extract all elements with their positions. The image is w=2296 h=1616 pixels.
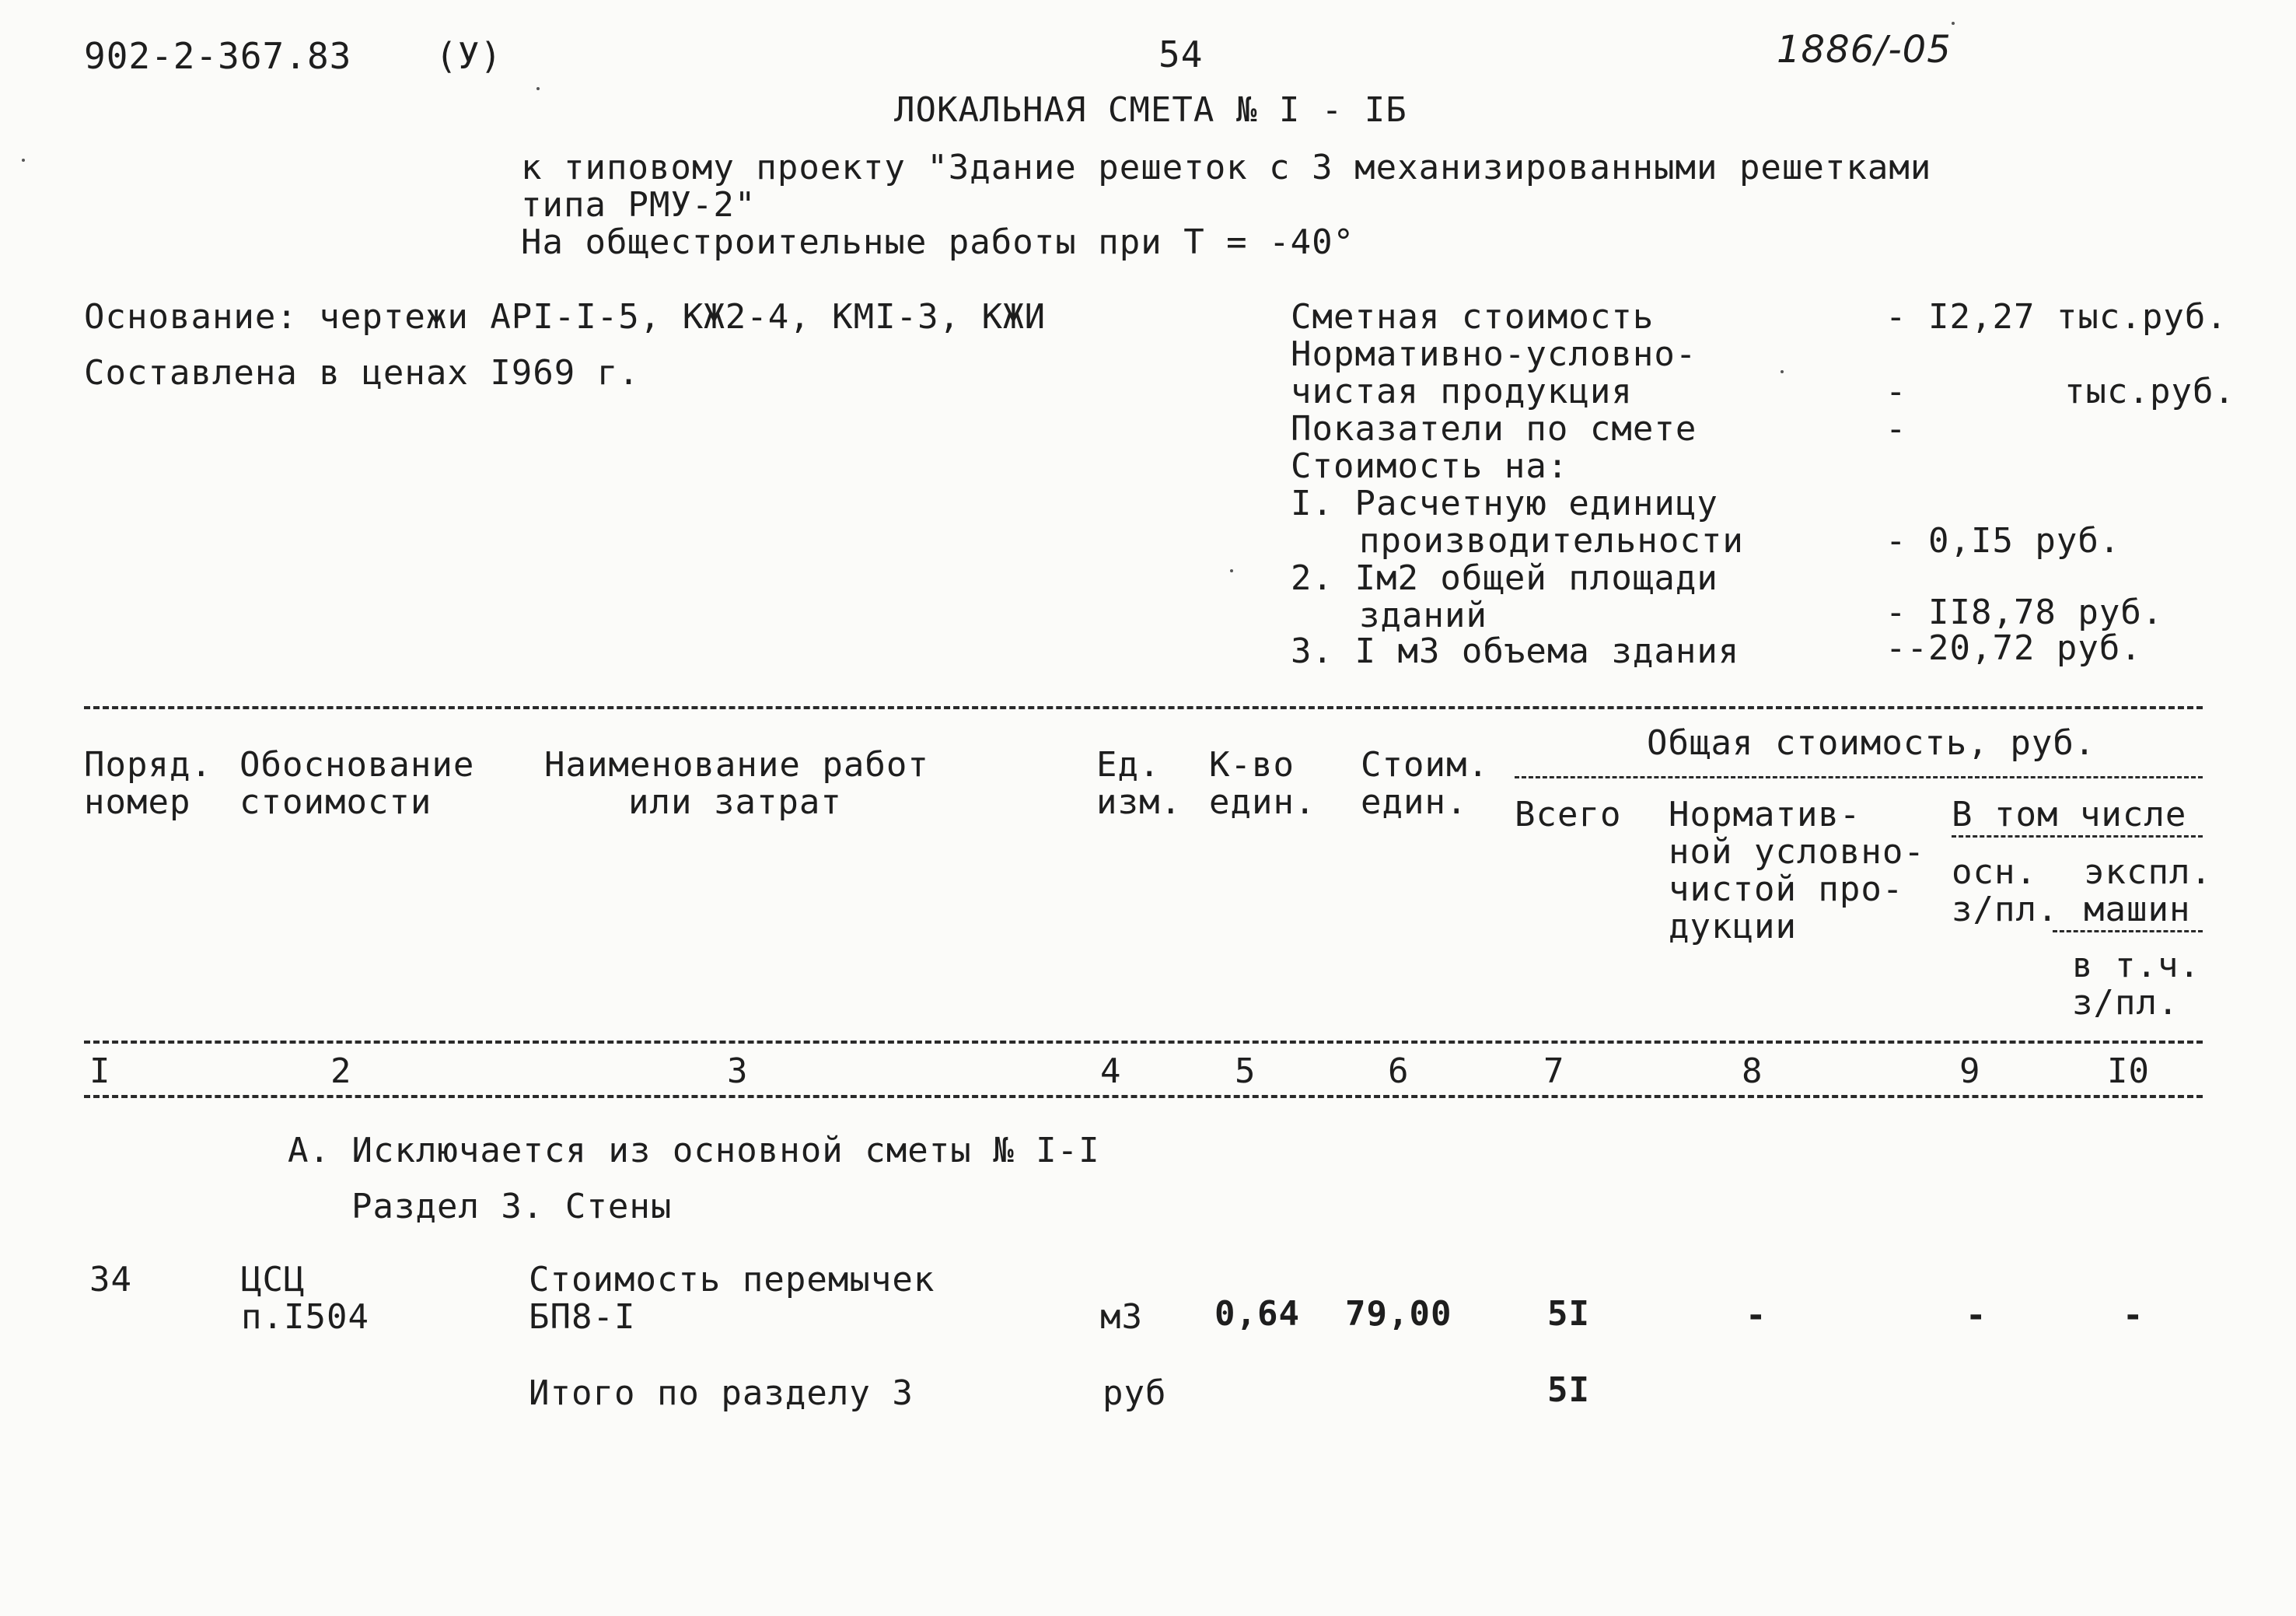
col3-header-line2: или затрат — [628, 782, 842, 822]
machines-underline — [2053, 930, 2203, 932]
col1-header-line1: Поряд. — [84, 745, 212, 785]
section-title: Раздел 3. Стены — [351, 1187, 673, 1226]
col9-header-line1: осн. — [1952, 852, 2037, 892]
section-total-value: 5I — [1547, 1370, 1590, 1410]
estimated-cost-label: Сметная стоимость — [1291, 297, 1655, 337]
indicators-label: Показатели по смете — [1291, 409, 1697, 449]
including-group-rule — [1952, 835, 2203, 838]
normative-dash: - — [1885, 372, 1907, 411]
row-quantity: 0,64 — [1214, 1294, 1300, 1334]
col2-header-line2: стоимости — [239, 782, 432, 822]
title-line-3: типа РМУ-2" — [521, 185, 757, 225]
col10-header-line2: машин — [2084, 890, 2191, 929]
project-mark: (У) — [435, 35, 503, 77]
indicator-1-value: - 0,I5 руб. — [1885, 521, 2121, 561]
column-number-2: 2 — [330, 1051, 352, 1091]
row-wages: - — [1966, 1296, 1987, 1335]
indicator-3-line1: 3. I м3 объема здания — [1291, 631, 1740, 671]
total-group-rule — [1515, 776, 2203, 778]
row-basis-line1: ЦСЦ — [241, 1260, 306, 1299]
indicator-1-line2: производительности — [1359, 521, 1744, 561]
scan-speck — [1781, 370, 1784, 373]
normative-unit: тыс.руб. — [2064, 372, 2235, 411]
column-number-1: I — [89, 1051, 111, 1091]
estimated-cost-value: - I2,27 тыс.руб. — [1885, 297, 2228, 337]
row-basis-line2: п.I504 — [241, 1297, 369, 1337]
table-top-rule — [84, 706, 2203, 709]
basis-prices: Составлена в ценах I969 г. — [84, 353, 640, 393]
row-unit: м3 — [1100, 1297, 1143, 1337]
col10-header-line1: экспл. — [2084, 852, 2212, 892]
cost-for-label: Стоимость на: — [1291, 446, 1569, 486]
indicator-2-line2: зданий — [1359, 596, 1487, 635]
column-number-5: 5 — [1235, 1051, 1256, 1091]
col5-header-line2: един. — [1209, 782, 1316, 822]
column-number-4: 4 — [1100, 1051, 1122, 1091]
column-number-8: 8 — [1742, 1051, 1763, 1091]
col8-header-line4: дукции — [1669, 907, 1797, 946]
scan-speck — [1230, 569, 1233, 572]
col8-header-line1: Норматив- — [1669, 795, 1861, 834]
total-cost-group-header: Общая стоимость, руб. — [1647, 723, 2096, 763]
title-line-4: На общестроительные работы при Т = -40° — [521, 222, 1355, 262]
row-machines: - — [2123, 1296, 2144, 1335]
indicator-2-line1: 2. Iм2 общей площади — [1291, 558, 1718, 598]
col10-header-line4: з/пл. — [2072, 983, 2179, 1023]
basis-drawings: Основание: чертежи АРI-I-5, КЖ2-4, КМI-3, КЖИ — [84, 297, 1047, 337]
scan-speck — [536, 87, 540, 90]
normative-label-1: Нормативно-условно- — [1291, 334, 1697, 374]
indicator-2-value: - II8,78 руб. — [1885, 593, 2164, 632]
indicator-3-value: --20,72 руб. — [1885, 628, 2142, 668]
col5-header-line1: К-во — [1209, 745, 1295, 785]
page-number: 54 — [1158, 33, 1204, 75]
section-total-label: Итого по разделу 3 — [529, 1373, 914, 1413]
row-normative: - — [1746, 1296, 1767, 1335]
column-numbers-rule — [84, 1095, 2203, 1098]
row-name-line2: БП8-I — [529, 1297, 636, 1337]
col6-header-line2: един. — [1361, 782, 1468, 822]
row-unit-cost: 79,00 — [1345, 1294, 1452, 1334]
col7-header: Всего — [1515, 795, 1622, 834]
column-number-6: 6 — [1388, 1051, 1410, 1091]
col8-header-line3: чистой про- — [1669, 869, 1904, 909]
col10-header-line3: в т.ч. — [2072, 946, 2200, 985]
normative-label-2: чистая продукция — [1291, 372, 1633, 411]
column-number-10: I0 — [2107, 1051, 2150, 1091]
stamp-number: 1886/-05 — [1777, 28, 1952, 72]
col8-header-line2: ной условно- — [1669, 832, 1925, 872]
row-total: 5I — [1547, 1294, 1590, 1334]
scan-speck — [1952, 22, 1955, 25]
col6-header-line1: Стоим. — [1361, 745, 1489, 785]
row-name-line1: Стоимость перемычек — [529, 1260, 935, 1299]
column-number-3: 3 — [727, 1051, 749, 1091]
including-group-header: В том числе — [1952, 795, 2187, 834]
header-bottom-rule — [84, 1041, 2203, 1044]
column-number-7: 7 — [1543, 1051, 1565, 1091]
scan-speck — [22, 159, 25, 162]
project-code: 902-2-367.83 — [84, 35, 352, 77]
col2-header-line1: Обоснование — [239, 745, 475, 785]
col4-header-line2: изм. — [1096, 782, 1182, 822]
col9-header-line2: з/пл. — [1952, 890, 2059, 929]
document-title: ЛОКАЛЬНАЯ СМЕТА № I - IБ — [894, 90, 1407, 130]
row-number: 34 — [89, 1260, 132, 1299]
col1-header-line2: номер — [84, 782, 191, 822]
title-line-2: к типовому проекту "Здание решеток с 3 механизированными решетками — [521, 148, 1932, 187]
indicator-1-line1: I. Расчетную единицу — [1291, 484, 1718, 523]
col3-header-line1: Наименование работ — [544, 745, 929, 785]
section-total-unit: руб — [1103, 1373, 1167, 1413]
indicators-dash: - — [1885, 409, 1907, 449]
col4-header-line1: Ед. — [1096, 745, 1161, 785]
excluded-heading: А. Исключается из основной сметы № I-I — [288, 1131, 1100, 1170]
column-number-9: 9 — [1959, 1051, 1981, 1091]
